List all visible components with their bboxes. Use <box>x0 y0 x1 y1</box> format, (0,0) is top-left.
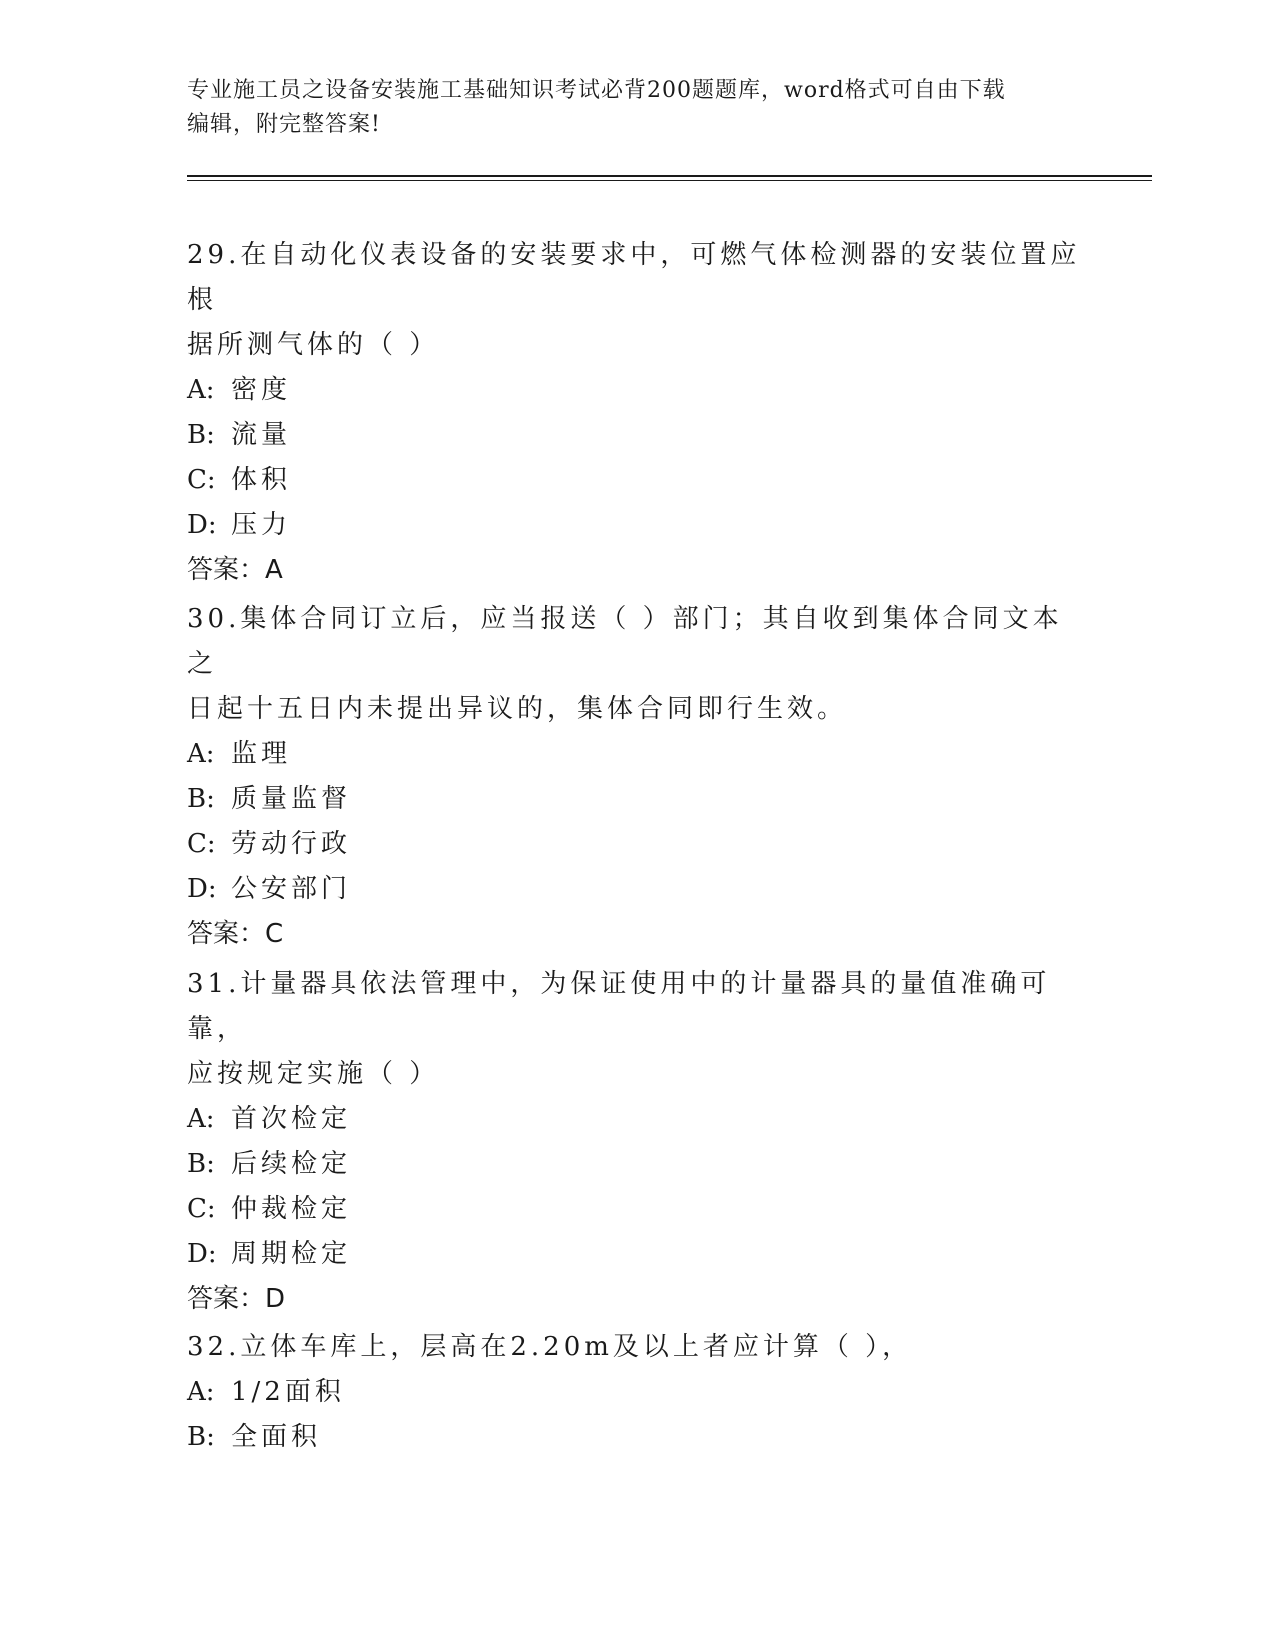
option-text: 劳动行政 <box>231 829 352 859</box>
question-30 <box>187 597 1087 957</box>
question-31 <box>187 962 1087 1322</box>
answer-line: 答案：A <box>187 555 283 585</box>
option-text: 压力 <box>231 510 292 540</box>
option-label: B: <box>187 784 215 814</box>
option-a <box>187 368 1087 413</box>
option-d <box>187 867 1087 912</box>
option-label: C: <box>187 1194 216 1224</box>
question-stem-line-1: 31.计量器具依法管理中，为保证使用中的计量器具的量值准确可靠， <box>187 969 1051 1044</box>
header-title-line-2: 编辑，附完整答案! <box>187 112 381 137</box>
option-text: 密度 <box>231 375 292 405</box>
header-divider-thin <box>187 180 1152 181</box>
option-label: B: <box>187 420 215 450</box>
option-label: D: <box>187 1239 217 1269</box>
option-label: B: <box>187 1149 215 1179</box>
header-title-line-1: 专业施工员之设备安装施工基础知识考试必背200题题库，word格式可自由下载 <box>187 78 1006 103</box>
option-b <box>187 1142 1087 1187</box>
option-label: C: <box>187 829 216 859</box>
answer-line: 答案：C <box>187 919 284 949</box>
question-32 <box>187 1325 1087 1460</box>
option-label: A: <box>187 739 215 769</box>
option-label: D: <box>187 510 217 540</box>
option-d <box>187 1232 1087 1277</box>
question-stem-line-2: 据所测气体的（ ） <box>187 330 440 360</box>
option-label: D: <box>187 874 217 904</box>
option-text: 全面积 <box>231 1422 322 1452</box>
option-label: A: <box>187 375 215 405</box>
option-a <box>187 1097 1087 1142</box>
option-text: 公安部门 <box>231 874 352 904</box>
option-b <box>187 777 1087 822</box>
option-c <box>187 822 1087 867</box>
option-text: 监理 <box>231 739 292 769</box>
question-stem-line-1: 30.集体合同订立后，应当报送（ ）部门；其自收到集体合同文本之 <box>187 604 1063 679</box>
option-a <box>187 1370 1087 1415</box>
option-label: C: <box>187 465 216 495</box>
question-stem-line-1: 32.立体车库上，层高在2.20m及以上者应计算（ ）， <box>187 1332 913 1362</box>
answer-line: 答案：D <box>187 1284 286 1314</box>
option-text: 流量 <box>231 420 292 450</box>
option-text: 体积 <box>231 465 292 495</box>
option-text: 首次检定 <box>231 1104 352 1134</box>
option-text: 质量监督 <box>231 784 352 814</box>
option-label: A: <box>187 1377 215 1407</box>
option-text: 后续检定 <box>231 1149 352 1179</box>
option-d <box>187 503 1087 548</box>
option-text: 仲裁检定 <box>231 1194 352 1224</box>
question-stem-line-1: 29.在自动化仪表设备的安装要求中，可燃气体检测器的安装位置应根 <box>187 240 1081 315</box>
document-header <box>187 74 1087 142</box>
option-b <box>187 413 1087 458</box>
header-divider-thick <box>187 175 1152 177</box>
option-b <box>187 1415 1087 1460</box>
option-text: 周期检定 <box>231 1239 352 1269</box>
option-label: A: <box>187 1104 215 1134</box>
question-29 <box>187 233 1087 593</box>
question-stem-line-2: 日起十五日内未提出异议的，集体合同即行生效。 <box>187 694 848 724</box>
option-c <box>187 1187 1087 1232</box>
option-c <box>187 458 1087 503</box>
question-stem-line-2: 应按规定实施（ ） <box>187 1059 440 1089</box>
option-a <box>187 732 1087 777</box>
option-label: B: <box>187 1422 215 1452</box>
option-text: 1/2面积 <box>231 1377 345 1407</box>
